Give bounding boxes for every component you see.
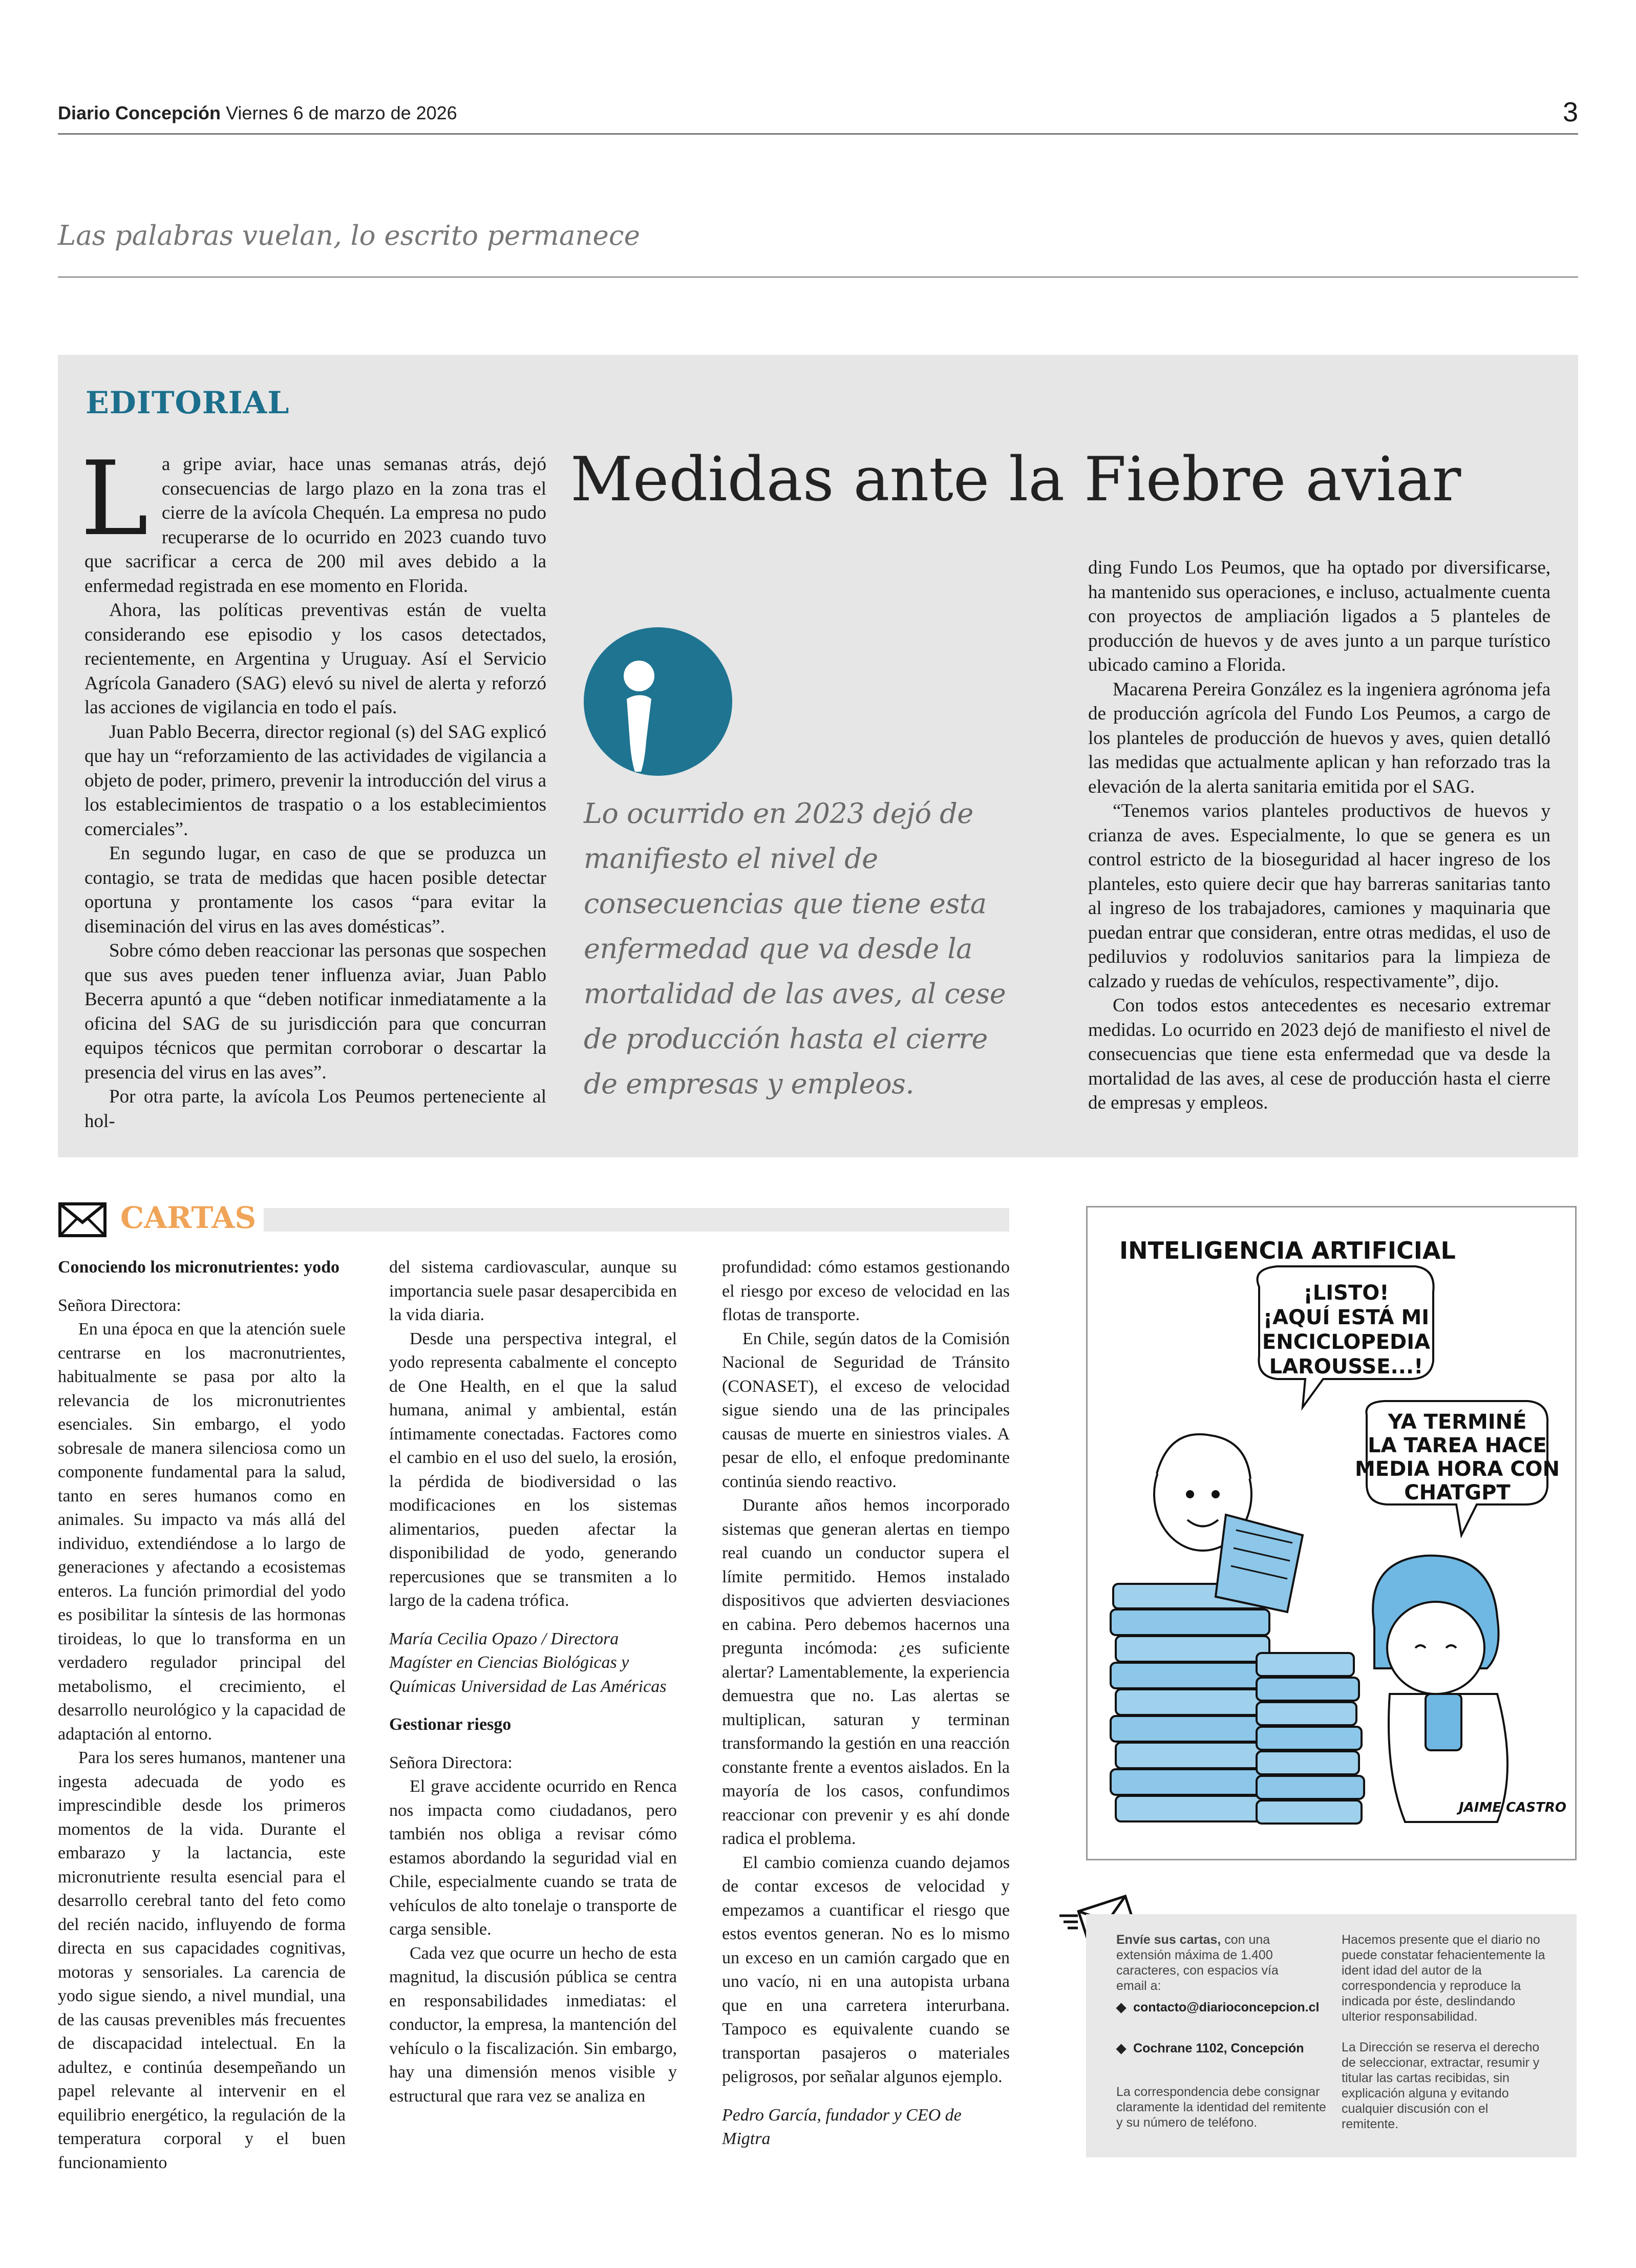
letter-paragraph: En Chile, según datos de la Comisión Nacional de Seguridad de Tránsito (CONASET), el exceso de velocidad sigue siendo una de las principales causas de muerte en siniestros viales. A pesar de ello, el enfoque predominante continúa siendo reactivo.	[722, 1329, 1010, 1491]
contact-address: ◆ Cochrane 1102, Concepción	[1116, 2041, 1304, 2055]
contact-email[interactable]: ◆ contacto@diarioconcepcion.cl	[1116, 2000, 1320, 2015]
identity-note: La correspondencia debe consignar claramente la identidad del remitente y su número de teléfono.	[1116, 2085, 1326, 2130]
send-heading: Envíe sus cartas,	[1116, 1933, 1221, 1947]
cartoon-panel	[1086, 1206, 1577, 1860]
editorial-paragraph: ding Fundo Los Peumos, que ha optado por diversificarse, ha mantenido sus operaciones, e incluso, actualmente cuenta con proyectos de ampliación ligados a 5 planteles de producción de huevos y de aves junto a un parque turístico ubicado camino a Florida.	[1088, 557, 1550, 675]
pull-quote: Lo ocurrido en 2023 dejó de manifiesto el nivel de consecuencias que tiene esta enfermedad que va desde la mortalidad de las aves, al cese de producción hasta el cierre de empresas y empleos.	[584, 797, 1006, 1100]
editorial-label: EDITORIAL	[86, 385, 290, 421]
letter-paragraph: del sistema cardiovascular, aunque su importancia suele pasar desapercibida en la vida diaria.	[389, 1258, 677, 1324]
drop-cap: L	[80, 439, 148, 559]
cartoon-title: INTELIGENCIA ARTIFICIAL	[1119, 1237, 1456, 1264]
letter-paragraph: Cada vez que ocurre un hecho de esta magnitud, la discusión pública se centra en responsabilidades inmediatas: el conductor, la empresa, la mantención del vehículo o la fiscalización. Sin embargo, hay una dimensión menos visible y estructural que rara vez se analiza en	[389, 1943, 677, 2106]
responsibility-note: Hacemos presente que el diario no puede constatar fehacientemente la ident idad del autor de la correspondencia y reproduce la indicada por éste, deslindando ulterior responsabilidad.	[1342, 1933, 1545, 2024]
editorial-paragraph: Con todos estos antecedentes es necesario extremar medidas. Lo ocurrido en 2023 dejó de manifiesto el nivel de consecuencias que tiene esta enfermedad que va desde la mortalidad de las aves, al cese de producción hasta el cierre de empresas y empleos.	[1088, 995, 1550, 1113]
cartas-label: CARTAS	[120, 1200, 257, 1235]
info-icon	[584, 627, 732, 776]
editorial-paragraph: Sobre cómo deben reaccionar las personas que sospechen que sus aves pueden tener influenza aviar, Juan Pablo Becerra apuntó a que “deben notificar inmediatamente a la oficina del SAG de su jurisdicción para que concurran equipos técnicos que permitan corroborar o descartar la presencia del virus en las aves”.	[84, 940, 546, 1083]
editorial-paragraph: Juan Pablo Becerra, director regional (s) del SAG explicó que hay un “reforzamiento de las actividades de vigilancia a objeto de poder, primero, prevenir la introducción del virus a los establecimientos de traspatio o a los establecimientos comerciales”.	[84, 721, 546, 840]
editorial-paragraph: Por otra parte, la avícola Los Peumos perteneciente al hol-	[84, 1086, 546, 1132]
letter-paragraph: Desde una perspectiva integral, el yodo representa cabalmente el concepto de One Health, en el que la salud humana, animal y ambiental, están íntimamente conectadas. Factores como el cambio en el uso del suelo, la erosión, la pérdida de biodiversidad o las modificaciones en los sistemas alimentarios, pueden afectar la disponibilidad de yodo, generando repercusiones que se transmiten a lo largo de la cadena trófica.	[389, 1329, 677, 1610]
letter-paragraph: Para los seres humanos, mantener una ingesta adecuada de yodo es imprescindible desde los primeros momentos de la vida. Durante el embarazo y la lactancia, este micronutriente resulta esencial para el desarrollo cerebral tanto del feto como del recién nacido, influyendo de forma directa en sus capacidades cognitivas, motoras y sensoriales. La carencia de yodo sigue siendo, a nivel mundial, una de las causas prevenibles más frecuentes de discapacidad intelectual. En la adultez, e continúa desempeñando un papel relevante al intervenir en el equilibrio energético, la regulación de la temperatura corporal y el buen funcionamiento	[58, 1748, 346, 2172]
letter-paragraph: El cambio comienza cuando dejamos de contar excesos de velocidad y empezamos a cuantificar el riesgo que estos eventos generan. No es lo mismo un exceso en un camión cargado que en uno vacío, ni en una autopista urbana que en una carretera interurbana. Tampoco es equivalente cuando se transportan pasajeros o materiales peligrosos, por señalar algunos ejemplo.	[722, 1853, 1010, 2086]
letter-paragraph: Durante años hemos incorporado sistemas que generan alertas en tiempo real cuando un conductor supera el límite permitido. Hemos instalado dispositivos que advierten desviaciones en cabina. Pero debemos hacernos una pregunta incómoda: ¿es suficiente alertar? Lamentablemente, la experiencia demuestra que no. Las alertas se multiplican, saturan y terminan transformando la gestión en una reacción constante frente a eventos aislados. En la mayoría de los casos, confundimos reaccionar con prevenir y es ahí donde radica el problema.	[722, 1496, 1010, 1848]
letter-paragraph: En una época en que la atención suele centrarse en los macronutrientes, habitualmente se pasa por alto la relevancia de los micronutrientes esenciales. Sin embargo, el yodo sobresale de manera silenciosa como un componente fundamental para la salud, tanto en seres humanos como en animales. Su impacto va más allá del individuo, extendiéndose a lo largo de generaciones y afectando a ecosistemas enteros. La función primordial del yodo es posibilitar la síntesis de las hormonas tiroideas, lo que lo transforma en un verdadero regulador principal del metabolismo, el crecimiento, el desarrollo neurológico y la capacidad de adaptación al entorno.	[58, 1320, 346, 1744]
cartas-header-bar	[264, 1208, 1009, 1232]
editorial-paragraph: Macarena Pereira González es la ingeniera agrónoma jefa de producción agrícola del Fundo Los Peumos, a cargo de los planteles de producción de huevos y aves, quien detalló las medidas que actualmente aplican y han reforzado tras la elevación de la alerta sanitaria emitida por el SAG.	[1088, 679, 1550, 797]
letter-paragraph: El grave accidente ocurrido en Renca nos impacta como ciudadanos, pero también nos obliga a revisar cómo estamos abordando la seguridad vial en Chile, especialmente cuando se trata de vehículos de alto tonelaje o transporte de carga sensible.	[389, 1777, 677, 1939]
editorial-paragraph: a gripe aviar, hace unas semanas atrás, dejó consecuencias de largo plazo en la zona tras el cierre de la avícola Chequén. La empresa no pudo recuperarse de lo ocurrido en 2023 cuando tuvo que sacrificar a cerca de 200 mil aves debido a la enfermedad registrada en ese momento en Florida.	[84, 454, 546, 597]
letter-salutation: Señora Directora:	[58, 1296, 181, 1315]
editorial-paragraph: “Tenemos varios planteles productivos de huevos y crianza de aves. Especialmente, lo que se genera es un control estricto de la bioseguridad al hacer ingreso de los planteles, esto quiere decir que hay barreras sanitarias tanto al ingreso de los trabajadores, camiones y maquinaria que puedan entrar que consideran, entre otras medidas, el uso de pediluvios y rodoluvios sanitarios para la limpieza de calzado y ruedas de vehículos, respectivamente”, dijo.	[1088, 800, 1550, 992]
editorial-column-1	[80, 439, 546, 1133]
editorial-paragraph: En segundo lugar, en caso de que se produzca un contagio, se trata de medidas que hacen posible detectar oportuna y prontamente los casos “para evitar la diseminación del virus en las aves domésticas”.	[84, 843, 546, 937]
newspaper-name: Diario Concepción	[58, 102, 221, 123]
letter-paragraph: profundidad: cómo estamos gestionando el riesgo por exceso de velocidad en las flotas de transporte.	[722, 1258, 1010, 1324]
envelope-icon	[58, 1202, 107, 1240]
send-text: con una extensión máxima de 1.400 caracteres, con espacios vía email a:	[1116, 1933, 1279, 1993]
girl-with-phone	[1373, 1556, 1507, 1822]
editorial-paragraph: Ahora, las políticas preventivas están de vuelta considerando ese episodio y los casos detectados, recientemente, en Argentina y Uruguay. Así el Servicio Agrícola Ganadero (SAG) elevó su nivel de alerta y reforzó las acciones de vigilancia en todo el país.	[84, 600, 546, 718]
letters-column-3	[722, 1256, 1010, 2151]
editorial-rights-note: La Dirección se reserva el derecho de seleccionar, extractar, resumir y titular las cartas recibidas, sin explicación alguna y evitando cualquier discusión con el remitente.	[1342, 2040, 1540, 2131]
letter-salutation: Señora Directora:	[389, 1753, 513, 1772]
issue-date: Viernes 6 de marzo de 2026	[226, 102, 457, 123]
send-instructions	[1116, 1932, 1301, 1994]
letter-title: Conociendo los micronutrientes: yodo	[58, 1258, 339, 1277]
editorial-headline: Medidas ante la Fiebre aviar	[570, 444, 1461, 515]
book-stack	[1111, 1584, 1364, 1824]
page-number: 3	[1562, 97, 1578, 128]
letter-title: Gestionar riesgo	[389, 1715, 512, 1734]
email-address[interactable]: contacto@diarioconcepcion.cl	[1133, 2000, 1320, 2015]
letter-signature: María Cecilia Opazo / Directora Magíster en Ciencias Biológicas y Químicas Universidad de Las Américas	[389, 1629, 667, 1696]
letter-signature: Pedro García, fundador y CEO de Migtra	[722, 2105, 962, 2148]
cartoonist-signature: JAIME CASTRO	[1459, 1800, 1566, 1815]
header-rule	[58, 133, 1578, 135]
svg-text:¡LISTO!¡AQUÍ ESTÁ MIENCICLOPED: ¡LISTO! ¡AQUÍ ESTÁ MI ENCICLOPEDIA LAROUSSE...!	[1262, 1281, 1431, 1379]
section-tagline: Las palabras vuelan, lo escrito permanece	[58, 220, 640, 251]
page-header	[58, 102, 457, 124]
svg-text:YA TERMINÉLA TAREA HACEMEDIA H: YA TERMINÉ LA TAREA HACE MEDIA HORA CON CHATGPT	[1354, 1410, 1560, 1504]
letters-column-2	[389, 1256, 677, 2108]
tagline-rule	[58, 277, 1578, 278]
postal-address: Cochrane 1102, Concepción	[1133, 2041, 1304, 2055]
editorial-column-3	[1088, 556, 1550, 1115]
letters-column-1	[58, 1256, 346, 2175]
